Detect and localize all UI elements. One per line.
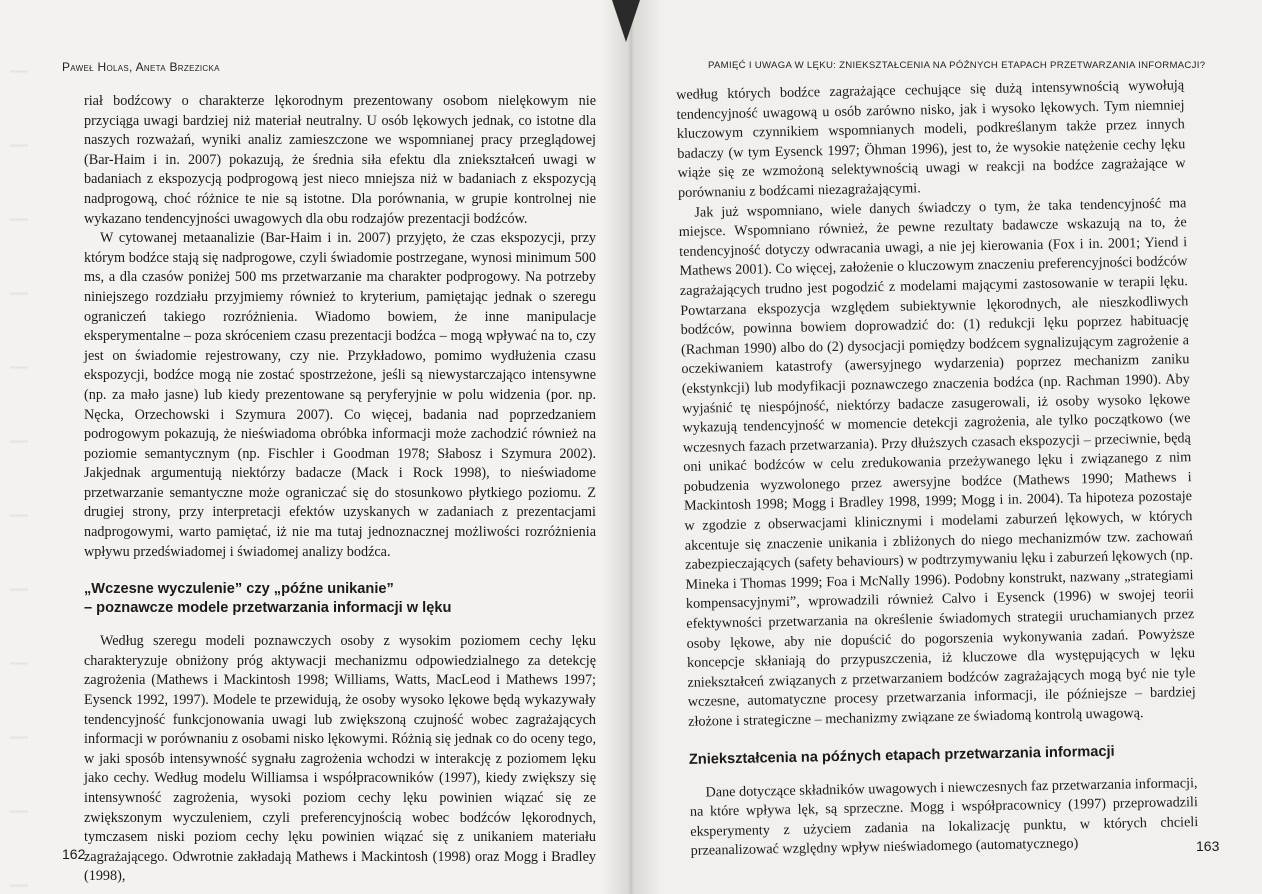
right-page-number: 163 [1196, 838, 1220, 854]
right-section-heading: Zniekształcenia na późnych etapach przetwarzania informacji [688, 743, 1115, 768]
left-paragraph-1: riał bodźcowy o charakterze lękorodnym prezentowany osobom nielękowym nie przyciąga uwagi bardziej niż materiał neutralny. U osób lękowych jednak, co istotne dla naszych rozważań, wyniki analiz zamieszczone we wspomnianej pracy przeglądowej (Bar-Haim i in. 2007) pokazują, że średnia siła efektu dla zniekształceń uwagi w badaniach z ekspozycją podprogową jest nieco mniejsza niż w badaniach z ekspozycją nadprogową, choć różnice te nie są istotne. Dla porównania, w grupie kontrolnej nie wykazano tendencyjności uwagowych dla obu rodzajów prezentacji bodźców. [84, 93, 596, 227]
left-heading-line-2: – poznawcze modele przetwarzania informacji w lęku [84, 600, 452, 617]
left-heading-line-1: „Wczesne wyczulenie” czy „późne unikanie” [84, 581, 394, 598]
right-page [640, 0, 1262, 894]
page-edge-shadow [10, 0, 28, 894]
left-page [0, 0, 622, 894]
right-paragraph-2: Jak już wspomniano, wiele danych świadczy o tym, że taka tendencyjność ma miejsce. Wspomniano również, że pewne rezultaty badawcze wskazują na to, że tendencyjność dotyczy odwracania uwagi, a nie jej kierowania (Fox i in. 2001; Yiend i Mathews 2001). Co więcej, założenie o kluczowym znaczeniu preferencyjności bodźców zagrażających trudno jest pogodzić z modelami mającymi zastosowanie w terapii lęku. Powtarzana ekspozycja względem subiektywnie lękorodnych, ale nieszkodliwych bodźców, powinna bowiem doprowadzić do: (1) redukcji lęku poprzez habituację (Rachman 1990) albo do (2) dysocjacji pomiędzy bodźcem sygnalizującym zagrożenie a oczekiwaniem katastrofy (awersyjnego wydarzenia) poprzez mechanizm zaniku (ekstynkcji) lub modyfikacji poznawczego znaczenia bodźca (np. Rachman 1990). Aby wyjaśnić tę niespójność, niektórzy badacze zasugerowali, iż osoby wysoko lękowe wykazują tendencyjność w momencie detekcji zagrożenia, ale tylko początkowo (we wczesnych fazach przetwarzania). Przy dłuższych czasach ekspozycji – przeciwnie, będą oni unikać bodźców w celu zredukowania przeżywanego lęku i związanego z nim pobudzenia wyzwolonego przez awersyjne bodźce (Mathews 1990; Mathews i Mackintosh 1998; Mogg i Bradley 1998, 1999; Mogg i in. 2004). Ta hipoteza pozostaje w zgodzie z obserwacjami klinicznymi i modelami zaburzeń lękowych, w których akcentuje się znaczenie unikania i zbliżonych do niego mechanizmów tzw. zachowań zabezpieczających (safety behaviours) w podtrzymywaniu lęku i zaburzeń lękowych (np. Mineka i Thomas 1999; Foa i McNally 1996). Podobny konstrukt, nazwany „strategiami kompensacyjnymi”, wprowadzili również Calvo i Eysenck (1996) w swojej teorii efektywności przetwarzania na określenie świadomych strategii uruchamianych przez osoby lękowe, aby nie dopuścić do pogorszenia wykonywania zadań. Powyższe koncepcje skłaniają do przypuszczenia, iż kluczowe dla występujących w lęku zniekształceń związanych z przetwarzaniem bodźców zagrażających mogą być nie tyle wczesne, automatyczne procesy przetwarzania informacji, ile późniejsze – bardziej złożone i strategiczne – mechanizmy związane ze świadomą kontrolą uwagową. [678, 194, 1196, 730]
left-paragraph-3: Według szeregu modeli poznawczych osoby z wysokim poziomem cechy lęku charakteryzuje obniżony próg aktywacji mechanizmu odpowiedzialnego za detekcję zagrożenia (Mathews i Mackintosh 1998; Williams, Watts, MacLeod i Mathews 1997; Eysenck 1992, 1997). Modele te przewidują, że osoby wysoko lękowe będą wykazywały tendencyjność funkcjonowania uwagi lub zwiększoną czujność wobec zagrażających informacji w porównaniu z osobami nisko lękowymi. Różnią się jednak co do oceny tego, w jaki sposób intensywność sygnału zagrożenia wchodzi w interakcję z poziomem lęku jako cechy. Według modelu Williamsa i współpracowników (1997), kiedy zwiększy się intensywność zagrożenia, wysoki poziom cechy lęku powinien wiązać się ze zwiększonym wyczuleniem, czyli preferencyjnością wobec bodźców lękorodnych, tymczasem niski poziom cechy lęku powinien wiązać się z unikaniem materiału zagrażającego. Odwrotnie zakładają Mathews i Mackintosh (1998) oraz Mogg i Bradley (1998), [84, 633, 596, 885]
left-paragraph-2: W cytowanej metaanalizie (Bar-Haim i in. 2007) przyjęto, że czas ekspozycji, przy którym bodźce stają się nadprogowe, czyli świadomie postrzegane, wynosi minimum 500 ms, a dla czasów poniżej 500 ms przetwarzanie ma charakter podprogowy. Na potrzeby niniejszego rozdziału przyjmiemy również to kryterium, pamiętając jednak o szeregu ograniczeń takiego rozróżnienia. Wiadomo bowiem, że inne manipulacje eksperymentalne – poza skróceniem czasu prezentacji bodźca – mogą wpływać na to, czy jest on świadomie rejestrowany, czy nie. Przykładowo, pomimo wydłużenia czasu ekspozycji, bodźce mogą nie zostać spostrzeżone, jeśli są niewystarczająco intensywne (np. za mało jasne) lub kiedy prezentowane są peryferyjnie w polu widzenia (por. np. Nęcka, Orzechowski i Szymura 2007). Co więcej, badania nad poprzedzaniem podrogowym pokazują, że nieświadoma obróbka informacji może zachodzić również na poziomie semantycznym (np. Fischler i Goodman 1978; Słabosz i Szymura 2002). Jakjednak argumentują niektórzy badacze (Mack i Rock 1998), to nieświadome przetwarzanie semantyczne może ograniczać się do stosunkowo płytkiego poziomu. Z drugiej strony, przy interpretacji efektów uzyskanych w zadaniach z prezentacjami nadprogowymi, warto pamiętać, iż nie ma tutaj jednoznacznej możliwości rozróżnienia wpływu przedświadomej i świadomej analizy bodźca. [84, 230, 596, 560]
right-paragraph-1: według których bodźce zagrażające cechujące się dużą intensywnością wywołują tendencyjność uwagową u osób zarówno nisko, jak i wysoko lękowych. Tym niemniej kluczowym czynnikiem wspomnianych modeli, podkreślanym także przez innych badaczy (w tym Eysenck 1997; Öhman 1996), jest to, że wysokie natężenie cechy lęku wiąże się ze wzmożoną selektywnością uwagi w reakcji na bodźce zagrażające w porównaniu z bodźcami niezagrażającymi. [676, 77, 1186, 201]
left-page-number: 162 [62, 846, 86, 862]
right-paragraph-3: Dane dotyczące składników uwagowych i niewczesnych faz przetwarzania informacji, na które wpływa lęk, są sprzeczne. Mogg i współpracownicy (1997) przeprowadzili eksperymenty z użyciem zadania na lokalizację punktu, w których chcieli przeanalizować względny wpływ nieświadomego (automatycznego) [689, 774, 1199, 860]
left-text-block [84, 92, 596, 887]
left-running-head: Paweł Holas, Aneta Brzezicka [62, 60, 220, 74]
right-running-head: PAMIĘĆ I UWAGA W LĘKU: ZNIEKSZTAŁCENIA NA PÓŹNYCH ETAPACH PRZETWARZANIA INFORMACJI? [708, 60, 1206, 71]
right-text-block [676, 76, 1199, 862]
spine-mark [612, 0, 640, 42]
left-section-heading [84, 580, 596, 618]
